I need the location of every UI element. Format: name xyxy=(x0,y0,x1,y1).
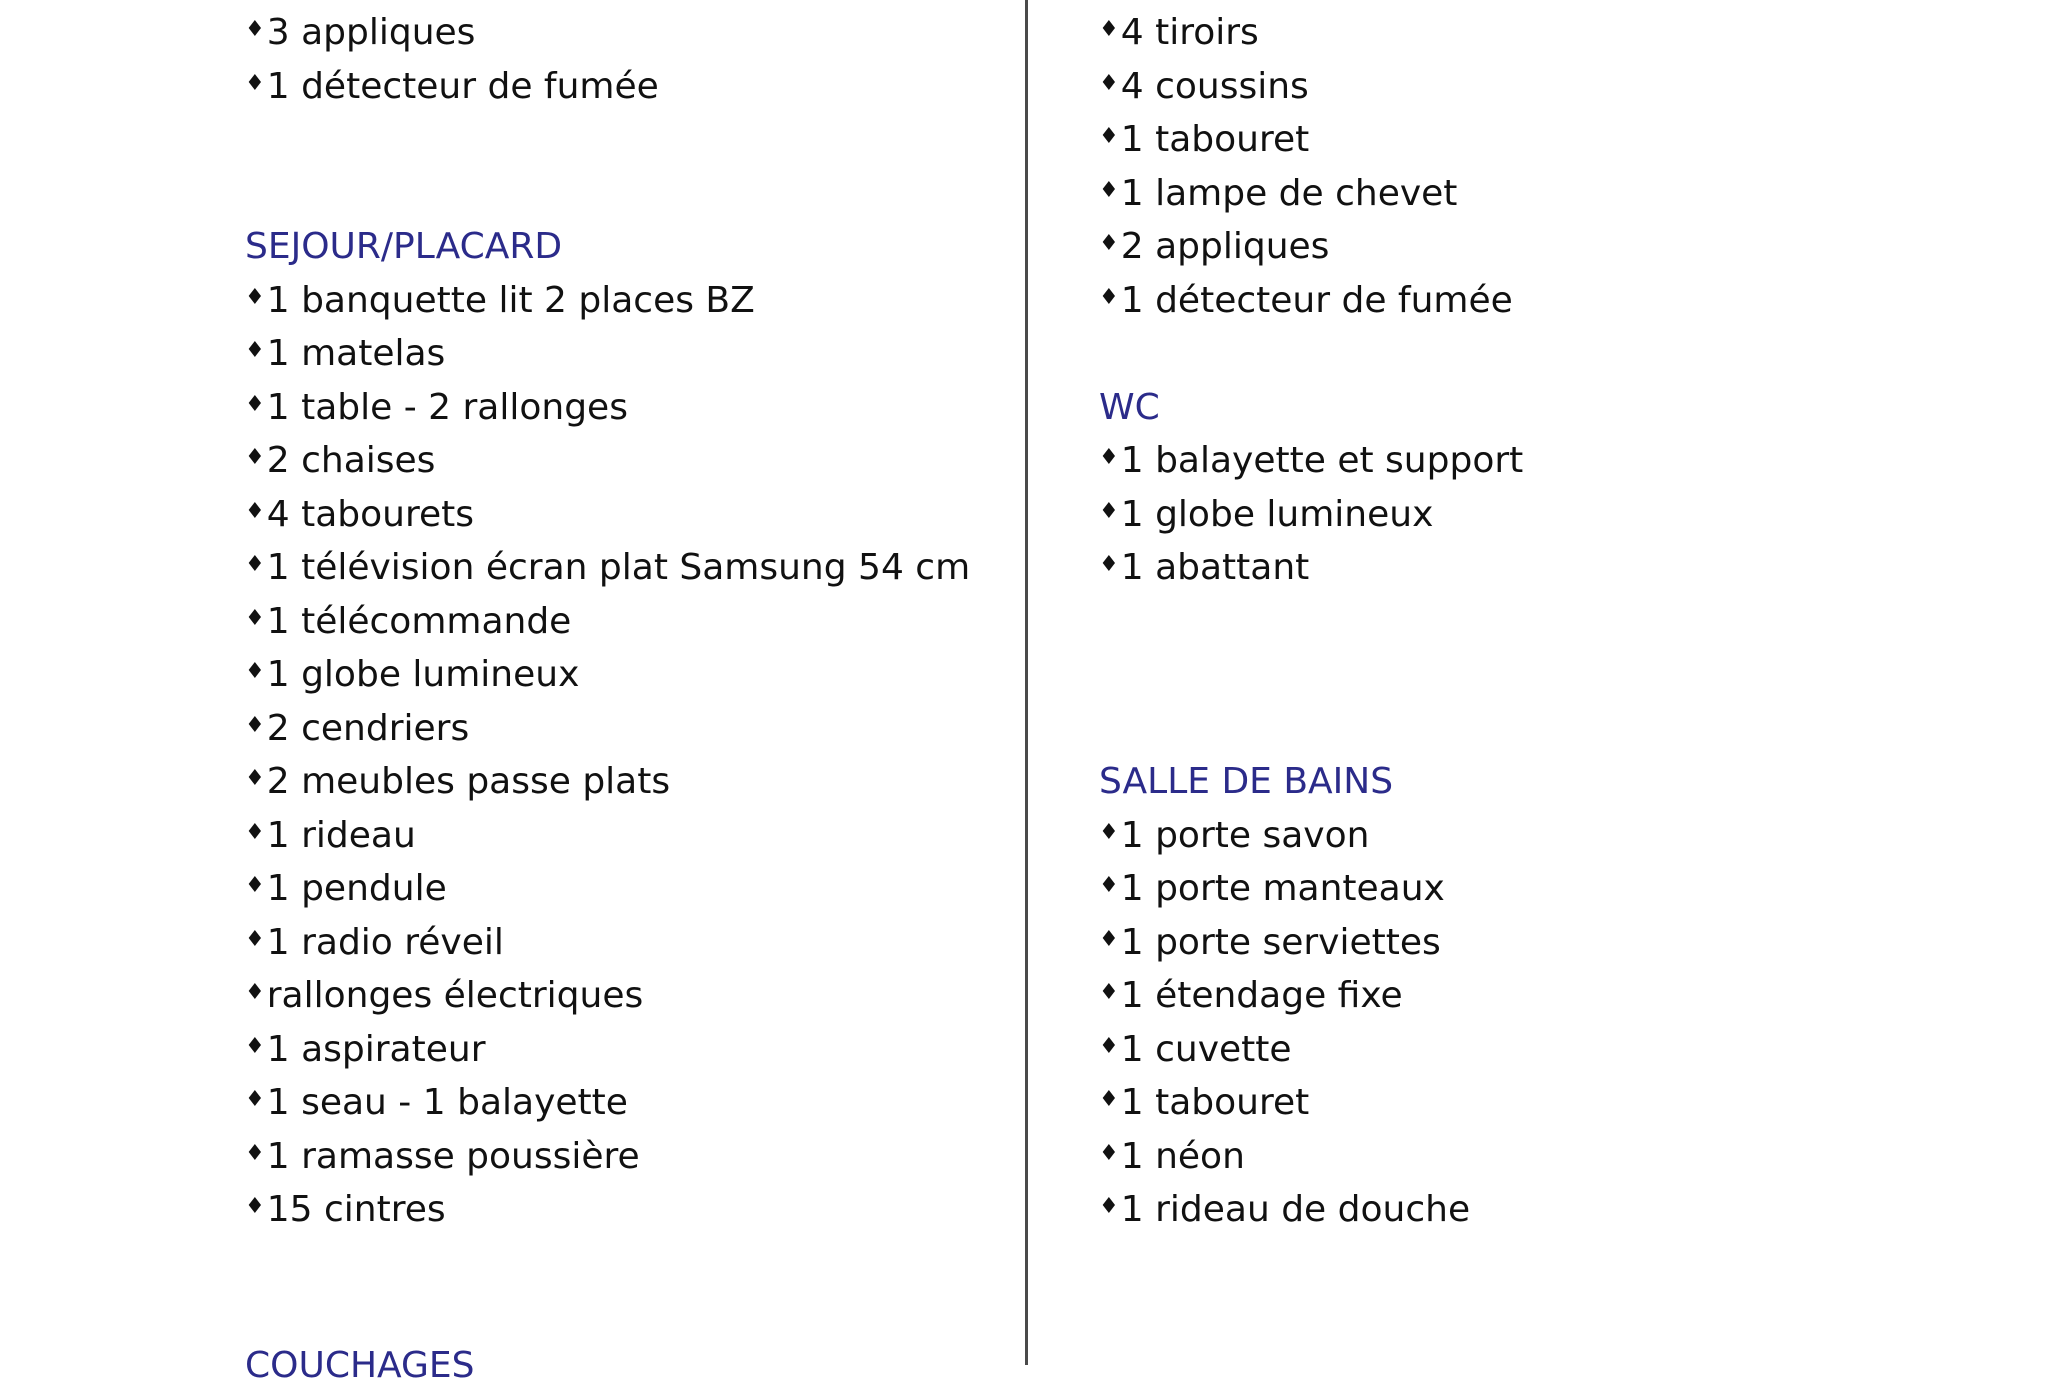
list-item: ♦ 2 cendriers xyxy=(245,702,469,755)
list-item: ♦ 3 appliques xyxy=(245,6,475,59)
list-item: ♦ 1 détecteur de fumée xyxy=(1099,274,1513,327)
list-item: ♦ 2 appliques xyxy=(1099,220,1329,273)
list-item: ♦ 1 télévision écran plat Samsung 54 cm xyxy=(245,541,970,594)
list-item: ♦ 1 rideau de douche xyxy=(1099,1183,1470,1236)
list-item: ♦ 1 balayette et support xyxy=(1099,434,1523,487)
list-item: ♦ 1 néon xyxy=(1099,1130,1245,1183)
list-item: ♦ 1 banquette lit 2 places BZ xyxy=(245,274,755,327)
list-item: ♦ 1 radio réveil xyxy=(245,916,504,969)
section-heading-wc: WC xyxy=(1099,387,1160,428)
list-item: ♦ 1 télécommande xyxy=(245,595,571,648)
list-item: ♦ 1 seau - 1 balayette xyxy=(245,1076,628,1129)
list-item: ♦ 2 meubles passe plats xyxy=(245,755,670,808)
list-item: ♦ 1 pendule xyxy=(245,862,447,915)
list-item: ♦ 1 porte savon xyxy=(1099,809,1369,862)
list-item: ♦ 15 cintres xyxy=(245,1183,446,1236)
list-item: ♦ 1 tabouret xyxy=(1099,1076,1309,1129)
list-item: ♦ 1 abattant xyxy=(1099,541,1309,594)
list-item: ♦ 1 matelas xyxy=(245,327,445,380)
section-heading-sejour: SEJOUR/PLACARD xyxy=(245,226,563,267)
list-item: ♦ 1 porte manteaux xyxy=(1099,862,1445,915)
section-heading-salle-de-bains: SALLE DE BAINS xyxy=(1099,761,1394,802)
list-item: ♦ 2 chaises xyxy=(245,434,435,487)
list-item: ♦ 1 aspirateur xyxy=(245,1023,486,1076)
list-item: ♦ 4 tiroirs xyxy=(1099,6,1259,59)
list-item: ♦ 1 table - 2 rallonges xyxy=(245,381,628,434)
list-item: ♦ 1 globe lumineux xyxy=(245,648,579,701)
list-item: ♦ 1 détecteur de fumée xyxy=(245,60,659,113)
section-heading-couchages: COUCHAGES xyxy=(245,1345,475,1386)
list-item: ♦ 4 coussins xyxy=(1099,60,1309,113)
list-item: ♦ 1 rideau xyxy=(245,809,416,862)
list-item: ♦ 1 ramasse poussière xyxy=(245,1130,640,1183)
list-item: ♦ rallonges électriques xyxy=(245,969,643,1022)
list-item: ♦ 1 cuvette xyxy=(1099,1023,1292,1076)
list-item: ♦ 1 porte serviettes xyxy=(1099,916,1441,969)
column-divider xyxy=(1025,0,1028,1365)
list-item: ♦ 1 lampe de chevet xyxy=(1099,167,1457,220)
list-item: ♦ 1 tabouret xyxy=(1099,113,1309,166)
list-item: ♦ 4 tabourets xyxy=(245,488,474,541)
list-item: ♦ 1 globe lumineux xyxy=(1099,488,1433,541)
list-item: ♦ 1 étendage fixe xyxy=(1099,969,1403,1022)
